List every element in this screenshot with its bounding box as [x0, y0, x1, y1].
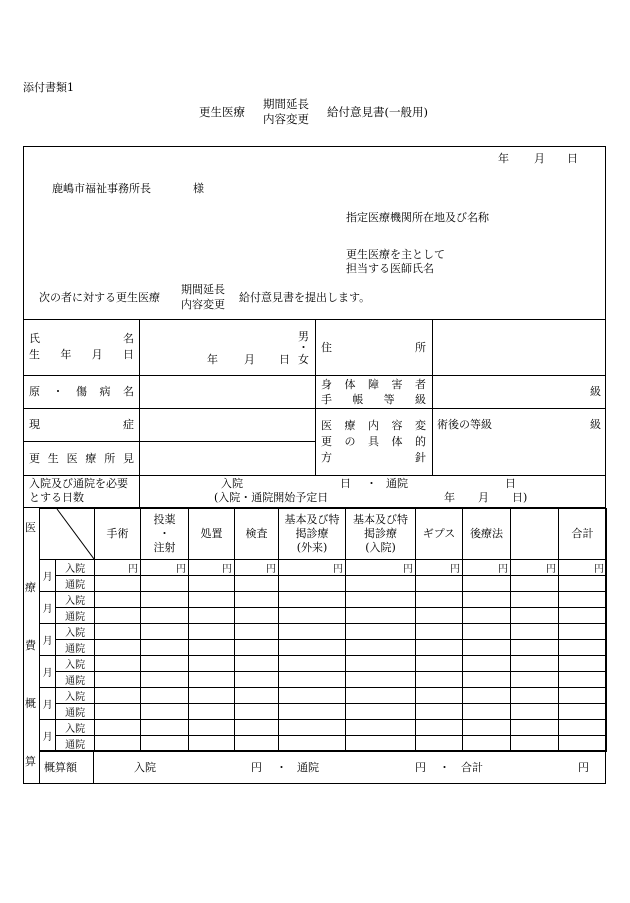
- amount-cell: [511, 688, 559, 704]
- amount-cell: [463, 720, 511, 736]
- amount-cell: [416, 720, 463, 736]
- amount-cell: [559, 720, 607, 736]
- amount-cell: [559, 560, 607, 576]
- amount-cell: [189, 720, 235, 736]
- amount-cell: [189, 688, 235, 704]
- yen-unit: 円: [176, 564, 186, 575]
- amount-cell: [279, 688, 346, 704]
- amount-cell: [141, 576, 189, 592]
- amount-cell: [463, 656, 511, 672]
- cost-side-char: 医: [25, 521, 36, 534]
- amount-cell: [463, 672, 511, 688]
- cost-row: [40, 640, 607, 656]
- cost-side-char: 費: [25, 639, 36, 652]
- days-label-line1: 入院及び通院を必要: [29, 477, 128, 490]
- column-header: ギプス: [416, 509, 463, 560]
- amount-cell: [463, 560, 511, 576]
- total-sum-yen: 円: [578, 761, 589, 774]
- amount-cell: [511, 608, 559, 624]
- patient-birthdate-label: 生 年 月 日: [29, 348, 134, 361]
- yen-unit: 円: [594, 564, 604, 575]
- column-header: 処置: [189, 509, 235, 560]
- amount-cell: [346, 560, 416, 576]
- amount-cell: [346, 592, 416, 608]
- amount-cell: [463, 640, 511, 656]
- column-header: [511, 509, 559, 560]
- start-year-label: 年: [444, 491, 455, 504]
- amount-cell: [235, 624, 279, 640]
- cost-side-char: 療: [25, 581, 36, 594]
- title-option-extension: 期間延長: [263, 97, 309, 111]
- cost-estimate-table: [39, 508, 607, 752]
- start-date-label: (入院・通院開始予定日: [214, 491, 329, 504]
- postop-grade-unit: 級: [590, 418, 601, 431]
- visit-type-cell: 通院: [56, 608, 95, 624]
- amount-cell: [559, 624, 607, 640]
- amount-cell: [189, 592, 235, 608]
- amount-cell: [235, 688, 279, 704]
- cost-header-row: [40, 509, 607, 560]
- total-outpatient-label: 通院: [297, 761, 319, 774]
- amount-cell: [416, 640, 463, 656]
- divider-line: [23, 441, 315, 442]
- title-suffix: 給付意見書(一般用): [327, 105, 428, 119]
- total-sum-label: 合計: [461, 761, 483, 774]
- month-cell: 月: [40, 560, 56, 592]
- amount-cell: [235, 640, 279, 656]
- address-label: 住 所: [321, 341, 426, 354]
- amount-cell: [95, 704, 141, 720]
- visit-type-cell: 通院: [56, 640, 95, 656]
- findings-label: 更 生 医 療 所 見: [29, 452, 134, 465]
- yen-unit: 円: [403, 564, 413, 575]
- amount-cell: [559, 608, 607, 624]
- disability-cert-label-line1: 身 体 障 害 者: [321, 378, 426, 391]
- column-header: 手術: [95, 509, 141, 560]
- month-cell: 月: [40, 688, 56, 720]
- month-cell: 月: [40, 720, 56, 752]
- visit-type-cell: 通院: [56, 736, 95, 752]
- start-month-label: 月: [478, 491, 489, 504]
- amount-cell: [511, 672, 559, 688]
- column-header: 合計: [559, 509, 607, 560]
- amount-cell: [559, 640, 607, 656]
- addressee-honorific: 様: [193, 182, 204, 195]
- amount-cell: [95, 720, 141, 736]
- disability-grade-unit: 級: [590, 385, 601, 398]
- birth-year-label: 年: [207, 353, 218, 366]
- cost-row: [40, 560, 607, 576]
- amount-cell: [346, 688, 416, 704]
- document-reference: 添付書類1: [23, 81, 74, 94]
- divider-line: [139, 319, 140, 507]
- doctor-label-line1: 更生医療を主として: [346, 248, 445, 261]
- cost-row: [40, 672, 607, 688]
- date-month-label: 月: [534, 152, 545, 165]
- amount-cell: [141, 688, 189, 704]
- amount-cell: [463, 608, 511, 624]
- amount-cell: [235, 720, 279, 736]
- cost-row: [40, 688, 607, 704]
- title-prefix: 更生医療: [199, 105, 245, 119]
- amount-cell: [235, 672, 279, 688]
- disease-name-label: 原 ・ 傷 病 名: [29, 385, 134, 398]
- visit-type-cell: 入院: [56, 688, 95, 704]
- amount-cell: [511, 576, 559, 592]
- cost-row: [40, 576, 607, 592]
- days-inpatient-unit: 日: [340, 477, 351, 490]
- visit-type-cell: 入院: [56, 720, 95, 736]
- divider-line: [432, 319, 433, 475]
- visit-type-cell: 入院: [56, 592, 95, 608]
- amount-cell: [235, 656, 279, 672]
- visit-type-cell: 入院: [56, 624, 95, 640]
- amount-cell: [463, 592, 511, 608]
- days-outpatient-label: 通院: [386, 477, 408, 490]
- column-header: 検査: [235, 509, 279, 560]
- amount-cell: [279, 640, 346, 656]
- doctor-label-line2: 担当する医師氏名: [346, 262, 434, 275]
- amount-cell: [189, 672, 235, 688]
- visit-type-cell: 入院: [56, 560, 95, 576]
- amount-cell: [416, 656, 463, 672]
- cost-row: [40, 704, 607, 720]
- present-symptoms-label: 現 症: [29, 418, 134, 431]
- amount-cell: [235, 576, 279, 592]
- total-separator: ・: [439, 761, 450, 774]
- amount-cell: [141, 704, 189, 720]
- total-inpatient-yen: 円: [251, 761, 262, 774]
- patient-name-label: 氏 名: [29, 332, 134, 345]
- amount-cell: [511, 656, 559, 672]
- amount-cell: [95, 624, 141, 640]
- diagonal-header-cell: [40, 509, 95, 560]
- days-outpatient-unit: 日: [505, 477, 516, 490]
- birth-day-label: 日: [279, 353, 290, 366]
- amount-cell: [416, 576, 463, 592]
- amount-cell: [416, 704, 463, 720]
- addressee-name: 鹿嶋市福祉事務所長: [52, 182, 151, 195]
- amount-cell: [95, 608, 141, 624]
- cost-row: [40, 656, 607, 672]
- amount-cell: [511, 560, 559, 576]
- yen-unit: 円: [128, 564, 138, 575]
- yen-unit: 円: [266, 564, 276, 575]
- amount-cell: [141, 592, 189, 608]
- amount-cell: [279, 672, 346, 688]
- amount-cell: [346, 576, 416, 592]
- disability-cert-label-line2: 手 帳 等 級: [321, 393, 426, 406]
- amount-cell: [511, 592, 559, 608]
- amount-cell: [279, 608, 346, 624]
- amount-cell: [416, 624, 463, 640]
- date-year-label: 年: [498, 152, 509, 165]
- statement-prefix: 次の者に対する更生医療: [39, 291, 160, 304]
- amount-cell: [279, 656, 346, 672]
- visit-type-cell: 通院: [56, 672, 95, 688]
- start-day-label: 日): [512, 491, 528, 504]
- cost-row: [40, 720, 607, 736]
- amount-cell: [463, 704, 511, 720]
- amount-cell: [95, 560, 141, 576]
- amount-cell: [511, 624, 559, 640]
- statement-option-change: 内容変更: [181, 298, 225, 311]
- amount-cell: [141, 624, 189, 640]
- column-header: 基本及び特 掲診療 (外来): [279, 509, 346, 560]
- amount-cell: [279, 720, 346, 736]
- cost-side-char: 算: [25, 755, 36, 768]
- amount-cell: [346, 672, 416, 688]
- visit-type-cell: 通院: [56, 704, 95, 720]
- amount-cell: [511, 720, 559, 736]
- statement-suffix: 給付意見書を提出します。: [239, 291, 371, 304]
- treatment-change-label-line3: 方 針: [321, 451, 426, 464]
- amount-cell: [95, 640, 141, 656]
- total-estimate-label: 概算額: [44, 761, 77, 774]
- yen-unit: 円: [546, 564, 556, 575]
- visit-type-cell: 入院: [56, 656, 95, 672]
- amount-cell: [189, 640, 235, 656]
- yen-unit: 円: [222, 564, 232, 575]
- amount-cell: [189, 576, 235, 592]
- amount-cell: [559, 592, 607, 608]
- column-header: 後療法: [463, 509, 511, 560]
- amount-cell: [95, 688, 141, 704]
- statement-option-extension: 期間延長: [181, 283, 225, 296]
- amount-cell: [416, 560, 463, 576]
- amount-cell: [189, 608, 235, 624]
- month-cell: 月: [40, 656, 56, 688]
- amount-cell: [189, 624, 235, 640]
- postop-grade-label: 術後の等級: [437, 418, 492, 431]
- days-separator: ・: [366, 477, 377, 490]
- amount-cell: [235, 704, 279, 720]
- total-outpatient-yen: 円: [415, 761, 426, 774]
- date-day-label: 日: [567, 152, 578, 165]
- column-header: 基本及び特 掲診療 (入院): [346, 509, 416, 560]
- amount-cell: [279, 560, 346, 576]
- amount-cell: [346, 720, 416, 736]
- total-inpatient-label: 入院: [134, 761, 156, 774]
- amount-cell: [279, 624, 346, 640]
- amount-cell: [95, 576, 141, 592]
- amount-cell: [416, 672, 463, 688]
- amount-cell: [416, 688, 463, 704]
- amount-cell: [141, 656, 189, 672]
- amount-cell: [279, 576, 346, 592]
- amount-cell: [346, 608, 416, 624]
- amount-cell: [511, 704, 559, 720]
- amount-cell: [346, 624, 416, 640]
- amount-cell: [346, 640, 416, 656]
- birth-month-label: 月: [244, 353, 255, 366]
- amount-cell: [463, 688, 511, 704]
- divider-line: [23, 475, 606, 476]
- amount-cell: [559, 688, 607, 704]
- cost-side-char: 概: [25, 697, 36, 710]
- amount-cell: [141, 560, 189, 576]
- amount-cell: [511, 640, 559, 656]
- amount-cell: [95, 592, 141, 608]
- amount-cell: [346, 704, 416, 720]
- diagonal-line-icon: [40, 509, 94, 559]
- cost-row: [40, 608, 607, 624]
- treatment-change-label-line2: 更 の 具 体 的: [321, 435, 426, 448]
- amount-cell: [235, 560, 279, 576]
- treatment-change-label-line1: 医 療 内 容 変: [321, 419, 426, 432]
- institution-label: 指定医療機関所在地及び名称: [346, 211, 489, 224]
- days-inpatient-label: 入院: [221, 477, 243, 490]
- cost-row: [40, 624, 607, 640]
- yen-unit: 円: [450, 564, 460, 575]
- amount-cell: [416, 592, 463, 608]
- divider-line: [93, 750, 94, 784]
- title-option-change: 内容変更: [263, 112, 309, 126]
- amount-cell: [346, 656, 416, 672]
- cost-row: [40, 592, 607, 608]
- yen-unit: 円: [333, 564, 343, 575]
- amount-cell: [559, 672, 607, 688]
- amount-cell: [141, 640, 189, 656]
- amount-cell: [189, 656, 235, 672]
- amount-cell: [141, 672, 189, 688]
- month-cell: 月: [40, 592, 56, 624]
- divider-line: [39, 750, 606, 751]
- sex-female-option: 女: [298, 353, 309, 366]
- amount-cell: [235, 608, 279, 624]
- amount-cell: [279, 592, 346, 608]
- month-cell: 月: [40, 624, 56, 656]
- amount-cell: [189, 704, 235, 720]
- amount-cell: [463, 624, 511, 640]
- amount-cell: [279, 704, 346, 720]
- amount-cell: [416, 608, 463, 624]
- divider-line: [315, 319, 316, 475]
- amount-cell: [559, 704, 607, 720]
- amount-cell: [141, 608, 189, 624]
- total-separator: ・: [276, 761, 287, 774]
- amount-cell: [95, 672, 141, 688]
- amount-cell: [189, 560, 235, 576]
- amount-cell: [463, 576, 511, 592]
- visit-type-cell: 通院: [56, 576, 95, 592]
- column-header: 投薬 ・ 注射: [141, 509, 189, 560]
- sex-separator: ・: [298, 341, 309, 354]
- amount-cell: [559, 576, 607, 592]
- amount-cell: [559, 656, 607, 672]
- amount-cell: [141, 720, 189, 736]
- amount-cell: [235, 592, 279, 608]
- yen-unit: 円: [498, 564, 508, 575]
- amount-cell: [95, 656, 141, 672]
- sex-male-option: 男: [298, 330, 309, 343]
- days-label-line2: とする日数: [29, 491, 84, 504]
